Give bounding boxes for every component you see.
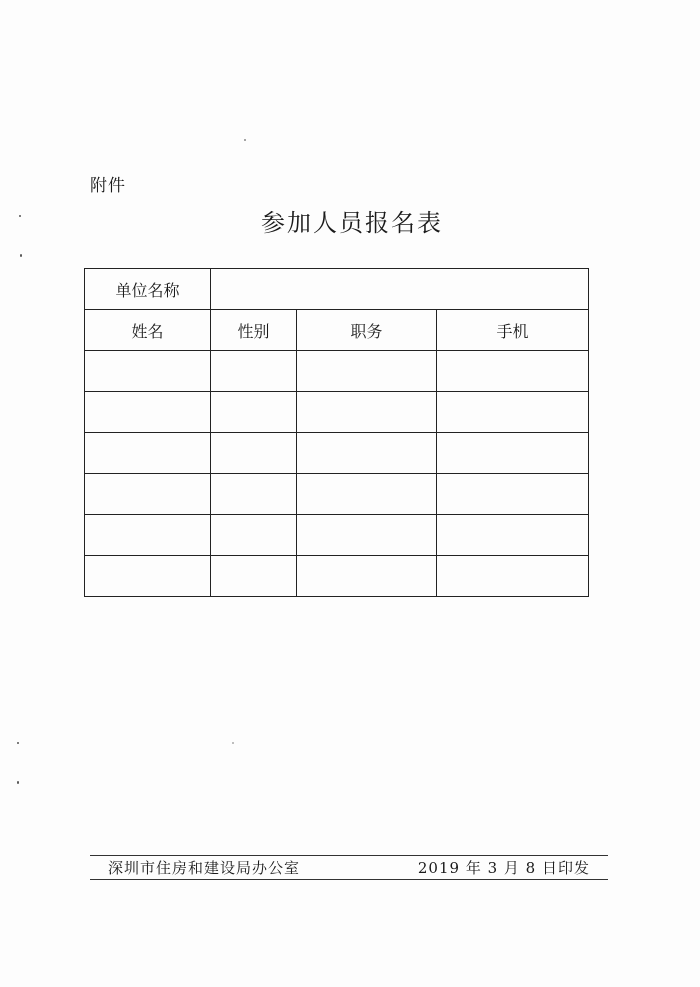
phone-cell[interactable] [437, 433, 589, 474]
unit-name-field[interactable] [211, 269, 589, 310]
gender-cell[interactable] [211, 515, 297, 556]
scan-speck [20, 254, 22, 257]
phone-cell[interactable] [437, 351, 589, 392]
gender-cell[interactable] [211, 474, 297, 515]
attachment-label: 附件 [90, 176, 126, 196]
gender-cell[interactable] [211, 556, 297, 597]
position-cell[interactable] [297, 474, 437, 515]
scan-speck [232, 742, 234, 744]
header-gender: 性别 [211, 310, 297, 351]
name-cell[interactable] [85, 392, 211, 433]
position-cell[interactable] [297, 433, 437, 474]
phone-cell[interactable] [437, 392, 589, 433]
position-cell[interactable] [297, 351, 437, 392]
name-cell[interactable] [85, 515, 211, 556]
header-name: 姓名 [85, 310, 211, 351]
position-cell[interactable] [297, 392, 437, 433]
table-row [85, 515, 589, 556]
footer-top-rule [90, 855, 608, 856]
phone-cell[interactable] [437, 556, 589, 597]
gender-cell[interactable] [211, 392, 297, 433]
header-phone: 手机 [437, 310, 589, 351]
name-cell[interactable] [85, 351, 211, 392]
table-row [85, 351, 589, 392]
gender-cell[interactable] [211, 351, 297, 392]
gender-cell[interactable] [211, 433, 297, 474]
phone-cell[interactable] [437, 515, 589, 556]
unit-name-label: 单位名称 [85, 269, 211, 310]
name-cell[interactable] [85, 474, 211, 515]
header-row [85, 310, 589, 351]
page-title: 参加人员报名表 [261, 209, 443, 237]
scan-speck [19, 215, 21, 217]
footer-bottom-rule [90, 879, 608, 880]
phone-cell[interactable] [437, 474, 589, 515]
position-cell[interactable] [297, 515, 437, 556]
footer-organization: 深圳市住房和建设局办公室 [108, 859, 301, 877]
table-row [85, 433, 589, 474]
name-cell[interactable] [85, 433, 211, 474]
scan-speck [17, 781, 19, 784]
unit-row [85, 269, 589, 310]
scan-speck [17, 742, 19, 744]
scan-speck [244, 139, 246, 141]
table-row [85, 474, 589, 515]
footer-issue-date: 2019 年 3 月 8 日印发 [417, 859, 590, 877]
table-row [85, 392, 589, 433]
position-cell[interactable] [297, 556, 437, 597]
header-position: 职务 [297, 310, 437, 351]
registration-table [84, 268, 589, 597]
table-row [85, 556, 589, 597]
name-cell[interactable] [85, 556, 211, 597]
